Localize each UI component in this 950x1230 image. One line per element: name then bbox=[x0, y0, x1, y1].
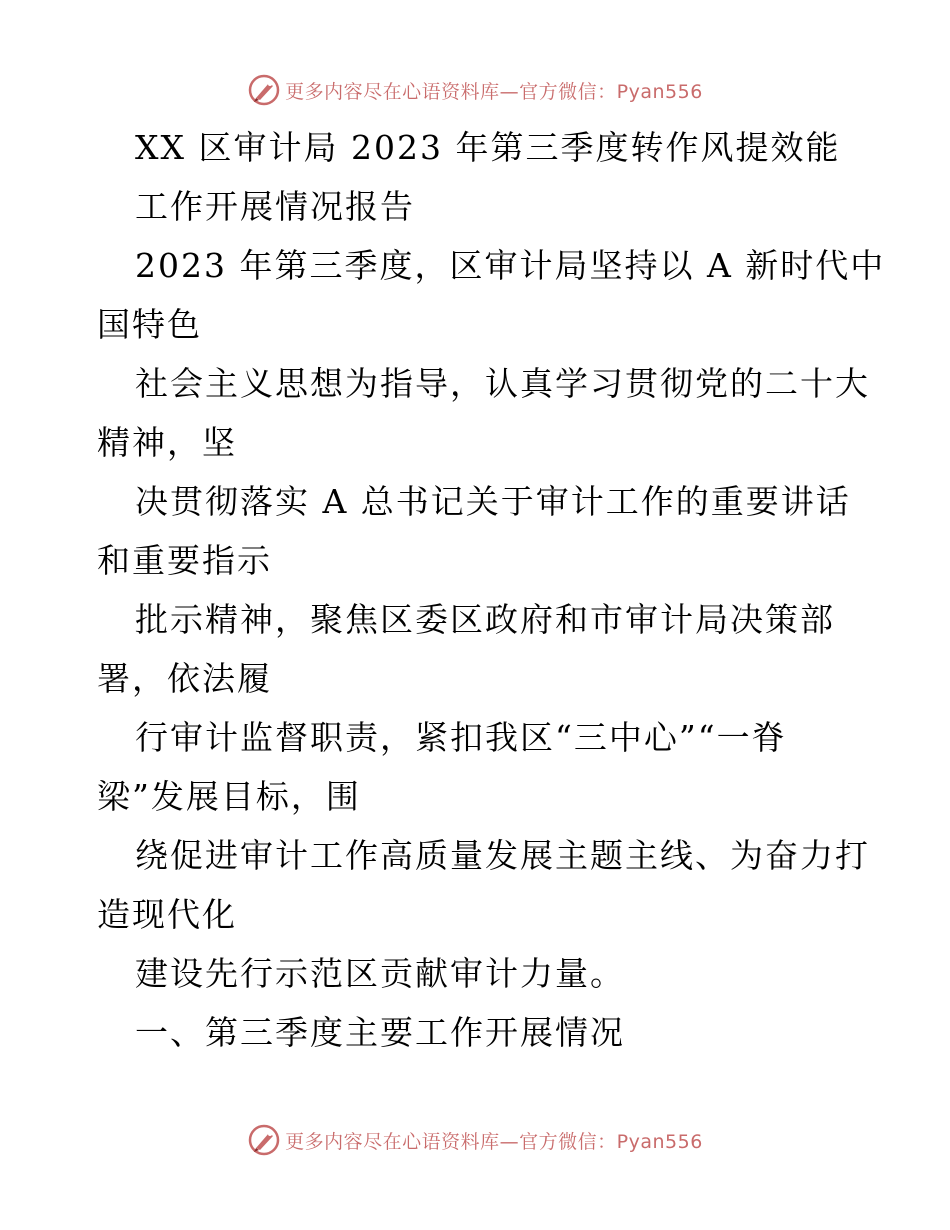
document-line: 社会主义思想为指导，认真学习贯彻党的二十大 bbox=[135, 364, 870, 403]
pen-logo-icon bbox=[247, 73, 281, 107]
document-line: 一、第三季度主要工作开展情况 bbox=[135, 1013, 625, 1052]
document-line: 和重要指示 bbox=[97, 541, 272, 580]
document-body bbox=[97, 118, 886, 1062]
document-line: XX 区审计局 2023 年第三季度转作风提效能 bbox=[135, 128, 841, 167]
document-line: 国特色 bbox=[97, 305, 202, 344]
document-line: 造现代化 bbox=[97, 895, 237, 934]
document-line: 工作开展情况报告 bbox=[135, 187, 415, 226]
document-line: 决贯彻落实 A 总书记关于审计工作的重要讲话 bbox=[135, 482, 851, 521]
pen-logo-icon bbox=[247, 1123, 281, 1157]
document-line: 梁”发展目标，围 bbox=[97, 777, 361, 816]
document-line: 建设先行示范区贡献审计力量。 bbox=[135, 954, 625, 993]
document-line: 绕促进审计工作高质量发展主题主线、为奋力打 bbox=[135, 836, 870, 875]
watermark-text: 更多内容尽在心语资料库—官方微信：Pyan556 bbox=[285, 1130, 703, 1153]
footer-watermark bbox=[0, 1120, 950, 1160]
document-line: 精神，坚 bbox=[97, 423, 237, 462]
document-line: 行审计监督职责，紧扣我区“三中心”“一脊 bbox=[135, 718, 787, 757]
watermark-text: 更多内容尽在心语资料库—官方微信：Pyan556 bbox=[285, 80, 703, 103]
document-line: 批示精神，聚焦区委区政府和市审计局决策部 bbox=[135, 600, 835, 639]
header-watermark bbox=[0, 70, 950, 110]
document-line: 署，依法履 bbox=[97, 659, 272, 698]
document-line: 2023 年第三季度，区审计局坚持以 A 新时代中 bbox=[135, 246, 886, 285]
